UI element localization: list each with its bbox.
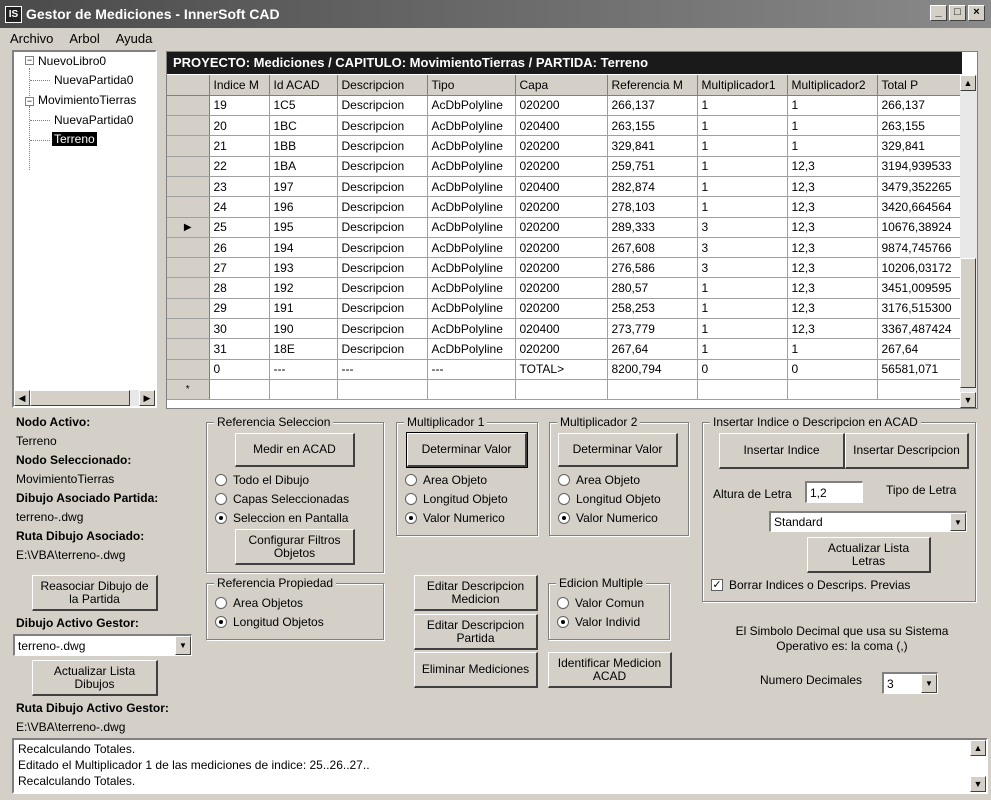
decimal-symbol-message: El Simbolo Decimal que usa su Sistema Operativo es: la coma (,) — [735, 624, 949, 653]
table-cell[interactable]: 19 — [209, 95, 269, 115]
table-cell[interactable]: 12,3 — [787, 278, 877, 298]
collapse-icon[interactable]: − — [26, 55, 33, 65]
radio-dot-selected — [215, 512, 227, 524]
table-cell[interactable] — [877, 379, 965, 399]
table-cell[interactable]: 1 — [787, 95, 877, 115]
radio-longitud-objeto-2[interactable]: Longitud Objeto — [558, 492, 661, 506]
table-cell[interactable]: 3176,515300 — [877, 298, 965, 318]
medir-en-acad-button[interactable]: Medir en ACAD — [235, 433, 355, 467]
col-header[interactable]: Multiplicador2 — [787, 75, 877, 95]
table-cell[interactable]: 1 — [787, 339, 877, 359]
row-header[interactable] — [167, 278, 209, 298]
table-cell[interactable]: 195 — [269, 217, 337, 237]
table-row[interactable] — [167, 156, 965, 176]
scroll-right-icon[interactable]: ▶ — [139, 390, 155, 406]
table-cell[interactable]: 9874,745766 — [877, 237, 965, 257]
radio-area-objetos[interactable]: Area Objetos — [215, 596, 303, 610]
table-cell[interactable]: 12,3 — [787, 197, 877, 217]
identificar-medicion-acad-button[interactable]: Identificar Medicion ACAD — [548, 652, 672, 688]
table-row[interactable] — [167, 217, 965, 237]
table-cell[interactable]: 3 — [697, 258, 787, 278]
radio-dot — [405, 493, 417, 505]
row-header[interactable] — [167, 136, 209, 156]
actualizar-lista-dibujos-button[interactable]: Actualizar Lista Dibujos — [32, 660, 158, 696]
determinar-valor-1-button[interactable]: Determinar Valor — [407, 433, 527, 467]
radio-valor-numerico-1[interactable]: Valor Numerico — [405, 511, 505, 525]
table-cell[interactable]: 020200 — [515, 298, 607, 318]
table-cell[interactable]: 1 — [697, 95, 787, 115]
table-row[interactable] — [167, 237, 965, 257]
table-cell[interactable]: 020200 — [515, 197, 607, 217]
tree-node-nuevapartida0-a[interactable]: NuevaPartida0 — [54, 73, 134, 87]
new-row-marker[interactable]: * — [167, 379, 209, 399]
altura-letra-input[interactable]: 1,2 — [805, 481, 863, 503]
table-cell[interactable]: 192 — [269, 278, 337, 298]
table-cell[interactable]: 1 — [697, 176, 787, 196]
col-header[interactable]: Id ACAD — [269, 75, 337, 95]
table-cell[interactable]: 12,3 — [787, 298, 877, 318]
table-cell[interactable]: 56581,071 — [877, 359, 965, 379]
radio-capas-seleccionadas[interactable]: Capas Seleccionadas — [215, 492, 349, 506]
scroll-up-icon[interactable]: ▲ — [960, 75, 976, 91]
table-cell[interactable] — [787, 379, 877, 399]
row-header[interactable] — [167, 95, 209, 115]
table-cell[interactable]: 020200 — [515, 136, 607, 156]
table-cell[interactable]: 3479,352265 — [877, 176, 965, 196]
actualizar-lista-letras-button[interactable]: Actualizar Lista Letras — [807, 537, 931, 573]
scroll-up-icon[interactable]: ▲ — [970, 740, 986, 756]
table-cell[interactable]: 194 — [269, 237, 337, 257]
determinar-valor-2-button[interactable]: Determinar Valor — [558, 433, 678, 467]
col-header[interactable]: Indice M — [209, 75, 269, 95]
table-cell[interactable]: AcDbPolyline — [427, 116, 515, 136]
table-cell[interactable]: 25 — [209, 217, 269, 237]
dibujo-asociado-label: Dibujo Asociado Partida: — [16, 491, 159, 505]
tree-node-nuevapartida0-b[interactable]: NuevaPartida0 — [54, 113, 134, 127]
table-cell[interactable]: AcDbPolyline — [427, 197, 515, 217]
tipo-letra-value: Standard — [774, 515, 823, 529]
multiplicador-1-group — [396, 415, 538, 536]
table-cell[interactable]: AcDbPolyline — [427, 319, 515, 339]
radio-dot-selected — [215, 616, 227, 628]
row-header-corner — [167, 75, 209, 95]
table-cell[interactable]: Descripcion — [337, 278, 427, 298]
row-header[interactable] — [167, 197, 209, 217]
table-cell[interactable]: AcDbPolyline — [427, 95, 515, 115]
table-cell[interactable]: 329,841 — [607, 136, 697, 156]
radio-dot — [215, 493, 227, 505]
table-cell[interactable]: Descripcion — [337, 298, 427, 318]
table-cell[interactable]: Descripcion — [337, 237, 427, 257]
table-cell[interactable]: 278,103 — [607, 197, 697, 217]
tree-node-nuevolibro0[interactable]: NuevoLibro0 — [38, 54, 107, 68]
table-cell[interactable] — [269, 379, 337, 399]
radio-longitud-objeto-1[interactable]: Longitud Objeto — [405, 492, 508, 506]
ruta-dibujo-asociado-label: Ruta Dibujo Asociado: — [16, 529, 145, 543]
grid-header-row — [167, 75, 965, 95]
table-cell[interactable]: 1 — [697, 319, 787, 339]
table-cell[interactable]: AcDbPolyline — [427, 217, 515, 237]
numero-decimales-select[interactable] — [882, 672, 938, 694]
grid-caption: PROYECTO: Mediciones / CAPITULO: MovimientoTierras / PARTIDA: Terreno — [167, 52, 962, 74]
scroll-thumb[interactable] — [30, 390, 130, 406]
group-title: Multiplicador 2 — [557, 415, 640, 429]
log-line: Recalculando Totales. — [18, 774, 136, 788]
insertar-group — [702, 415, 976, 602]
radio-area-objeto-1[interactable]: Area Objeto — [405, 473, 487, 487]
table-cell[interactable]: 1 — [697, 278, 787, 298]
table-cell[interactable]: 193 — [269, 258, 337, 278]
table-cell[interactable]: 276,586 — [607, 258, 697, 278]
row-header[interactable] — [167, 116, 209, 136]
app-icon: IS — [5, 6, 22, 23]
table-cell[interactable]: 26 — [209, 237, 269, 257]
altura-letra-label: Altura de Letra — [713, 487, 792, 501]
table-cell[interactable]: 020200 — [515, 217, 607, 237]
table-row[interactable] — [167, 197, 965, 217]
nodo-seleccionado-label: Nodo Seleccionado: — [16, 453, 132, 467]
table-row[interactable] — [167, 339, 965, 359]
radio-dot — [405, 474, 417, 486]
row-header[interactable] — [167, 176, 209, 196]
table-cell[interactable]: 259,751 — [607, 156, 697, 176]
table-cell[interactable] — [337, 379, 427, 399]
table-cell[interactable]: 12,3 — [787, 156, 877, 176]
table-cell[interactable]: 24 — [209, 197, 269, 217]
table-cell[interactable]: 1 — [787, 116, 877, 136]
collapse-icon[interactable]: − — [26, 96, 33, 106]
table-cell[interactable]: 0 — [209, 359, 269, 379]
table-cell[interactable]: 8200,794 — [607, 359, 697, 379]
table-cell[interactable]: 266,137 — [877, 95, 965, 115]
group-title: Edicion Multiple — [556, 576, 646, 590]
table-cell[interactable]: 10206,03172 — [877, 258, 965, 278]
table-cell[interactable]: 22 — [209, 156, 269, 176]
tipo-letra-label: Tipo de Letra — [886, 483, 957, 497]
table-cell[interactable]: AcDbPolyline — [427, 339, 515, 359]
group-title: Multiplicador 1 — [404, 415, 487, 429]
table-cell[interactable]: 18E — [269, 339, 337, 359]
radio-todo-el-dibujo[interactable]: Todo el Dibujo — [215, 473, 309, 487]
radio-dot — [558, 493, 570, 505]
table-cell[interactable]: 266,137 — [607, 95, 697, 115]
checkbox-check-icon: ✓ — [712, 579, 722, 591]
table-cell[interactable]: 020400 — [515, 176, 607, 196]
radio-valor-numerico-2[interactable]: Valor Numerico — [558, 511, 658, 525]
menu-ayuda[interactable]: Ayuda — [115, 30, 153, 46]
table-cell[interactable]: 30 — [209, 319, 269, 339]
table-cell[interactable]: 21 — [209, 136, 269, 156]
row-header[interactable] — [167, 298, 209, 318]
table-row[interactable] — [167, 278, 965, 298]
table-cell[interactable] — [607, 379, 697, 399]
table-cell[interactable]: 3194,939533 — [877, 156, 965, 176]
table-cell[interactable]: AcDbPolyline — [427, 237, 515, 257]
col-header[interactable]: Tipo — [427, 75, 515, 95]
table-cell[interactable]: 196 — [269, 197, 337, 217]
dibujo-activo-select[interactable] — [13, 634, 192, 656]
table-cell[interactable]: Descripcion — [337, 258, 427, 278]
col-header[interactable]: Descripcion — [337, 75, 427, 95]
table-cell[interactable]: 3367,487424 — [877, 319, 965, 339]
table-cell[interactable]: 020200 — [515, 237, 607, 257]
radio-area-objeto-2[interactable]: Area Objeto — [558, 473, 640, 487]
radio-longitud-objetos[interactable]: Longitud Objetos — [215, 615, 324, 629]
table-cell[interactable]: 267,64 — [607, 339, 697, 359]
table-cell[interactable]: AcDbPolyline — [427, 136, 515, 156]
table-cell[interactable]: Descripcion — [337, 217, 427, 237]
table-cell[interactable]: AcDbPolyline — [427, 258, 515, 278]
table-cell[interactable] — [209, 379, 269, 399]
table-cell[interactable]: 282,874 — [607, 176, 697, 196]
table-cell[interactable]: 0 — [697, 359, 787, 379]
editar-descripcion-medicion-button[interactable]: Editar Descripcion Medicion — [414, 575, 538, 611]
col-header[interactable]: Total P — [877, 75, 965, 95]
table-cell[interactable]: 289,333 — [607, 217, 697, 237]
group-title: Referencia Propiedad — [214, 576, 336, 590]
col-header[interactable]: Capa — [515, 75, 607, 95]
dibujo-activo-label: Dibujo Activo Gestor: — [16, 616, 139, 630]
title-bar — [0, 0, 991, 28]
dibujo-asociado-value: terreno-.dwg — [16, 510, 84, 524]
table-cell[interactable]: --- — [337, 359, 427, 379]
table-cell[interactable]: Descripcion — [337, 197, 427, 217]
table-row[interactable] — [167, 116, 965, 136]
table-row[interactable] — [167, 319, 965, 339]
radio-seleccion-en-pantalla[interactable]: Seleccion en Pantalla — [215, 511, 348, 525]
insertar-descripcion-button[interactable]: Insertar Descripcion — [845, 433, 969, 469]
row-header[interactable] — [167, 237, 209, 257]
radio-valor-individ[interactable]: Valor Individ — [557, 615, 640, 629]
table-cell[interactable]: 020200 — [515, 339, 607, 359]
table-cell[interactable] — [515, 379, 607, 399]
tree-node-movimientotierras[interactable]: MovimientoTierras — [38, 93, 137, 107]
table-row[interactable] — [167, 136, 965, 156]
log-line: Recalculando Totales. — [18, 742, 136, 756]
grid-vertical-scrollbar[interactable] — [960, 75, 977, 408]
table-cell[interactable]: 31 — [209, 339, 269, 359]
row-header[interactable] — [167, 359, 209, 379]
table-cell[interactable]: Descripcion — [337, 156, 427, 176]
table-cell[interactable]: 20 — [209, 116, 269, 136]
table-cell[interactable]: 10676,38924 — [877, 217, 965, 237]
scroll-thumb[interactable] — [960, 258, 976, 388]
maximize-button[interactable]: □ — [949, 5, 966, 21]
multiplicador-2-group — [549, 415, 689, 536]
eliminar-mediciones-button[interactable]: Eliminar Mediciones — [414, 652, 538, 688]
new-row[interactable] — [167, 379, 965, 399]
table-row[interactable] — [167, 258, 965, 278]
table-cell[interactable]: 020200 — [515, 278, 607, 298]
minimize-button[interactable]: _ — [930, 5, 947, 21]
radio-dot — [557, 597, 569, 609]
group-title: Insertar Indice o Descripcion en ACAD — [710, 415, 921, 429]
nodo-activo-label: Nodo Activo: — [16, 415, 91, 429]
table-cell[interactable]: AcDbPolyline — [427, 156, 515, 176]
col-header[interactable]: Referencia M — [607, 75, 697, 95]
dropdown-arrow-icon[interactable]: ▼ — [950, 513, 966, 531]
radio-valor-comun[interactable]: Valor Comun — [557, 596, 644, 610]
scroll-down-icon[interactable]: ▼ — [970, 776, 986, 792]
table-row[interactable] — [167, 298, 965, 318]
table-cell[interactable]: Descripcion — [337, 176, 427, 196]
table-cell[interactable]: --- — [427, 359, 515, 379]
dibujo-activo-value: terreno-.dwg — [18, 638, 86, 653]
table-cell[interactable]: 1BC — [269, 116, 337, 136]
table-cell[interactable]: 1BB — [269, 136, 337, 156]
configurar-filtros-button[interactable]: Configurar Filtros Objetos — [235, 529, 355, 565]
table-cell[interactable]: AcDbPolyline — [427, 298, 515, 318]
table-cell[interactable]: AcDbPolyline — [427, 176, 515, 196]
table-cell[interactable]: 29 — [209, 298, 269, 318]
table-cell[interactable]: 1 — [697, 339, 787, 359]
table-cell[interactable]: AcDbPolyline — [427, 278, 515, 298]
table-cell[interactable]: 23 — [209, 176, 269, 196]
referencia-seleccion-group — [206, 415, 384, 573]
table-cell[interactable]: 258,253 — [607, 298, 697, 318]
row-header[interactable]: ▶ — [167, 217, 209, 237]
row-header[interactable] — [167, 156, 209, 176]
table-cell[interactable]: 27 — [209, 258, 269, 278]
table-cell[interactable]: 263,155 — [607, 116, 697, 136]
insertar-indice-button[interactable]: Insertar Indice — [719, 433, 845, 469]
table-cell[interactable]: 1 — [697, 298, 787, 318]
table-cell[interactable]: Descripcion — [337, 339, 427, 359]
tipo-letra-select[interactable] — [769, 511, 967, 532]
table-cell[interactable] — [697, 379, 787, 399]
table-cell[interactable]: 28 — [209, 278, 269, 298]
table-cell[interactable]: 020200 — [515, 95, 607, 115]
radio-dot — [215, 474, 227, 486]
dropdown-arrow-icon[interactable]: ▼ — [175, 636, 191, 655]
table-cell[interactable]: 12,3 — [787, 217, 877, 237]
radio-dot — [215, 597, 227, 609]
table-cell[interactable]: 267,64 — [877, 339, 965, 359]
table-cell[interactable]: TOTAL> — [515, 359, 607, 379]
reasociar-dibujo-button[interactable]: Reasociar Dibujo de la Partida — [32, 575, 158, 611]
table-cell[interactable]: --- — [269, 359, 337, 379]
table-cell[interactable]: 273,779 — [607, 319, 697, 339]
table-cell[interactable]: 191 — [269, 298, 337, 318]
table-cell[interactable]: 12,3 — [787, 237, 877, 257]
scroll-down-icon[interactable]: ▼ — [960, 392, 976, 408]
table-cell[interactable]: 020400 — [515, 319, 607, 339]
ruta-dibujo-activo-label: Ruta Dibujo Activo Gestor: — [16, 701, 169, 715]
row-header[interactable] — [167, 339, 209, 359]
table-cell[interactable]: 0 — [787, 359, 877, 379]
log-line: Editado el Multiplicador 1 de las mediciones de indice: 25..26..27.. — [18, 758, 370, 772]
tree-horizontal-scrollbar[interactable] — [14, 390, 155, 406]
table-cell[interactable]: Descripcion — [337, 136, 427, 156]
table-cell[interactable]: 12,3 — [787, 319, 877, 339]
table-cell[interactable]: 3420,664564 — [877, 197, 965, 217]
table-row[interactable] — [167, 176, 965, 196]
status-log[interactable] — [12, 738, 988, 794]
radio-dot-selected — [557, 616, 569, 628]
table-cell[interactable]: 1BA — [269, 156, 337, 176]
group-title: Referencia Seleccion — [214, 415, 333, 429]
ruta-dibujo-activo-value: E:\VBA\terreno-.dwg — [16, 720, 126, 734]
tree-node-terreno[interactable]: Terreno — [54, 132, 95, 146]
table-cell[interactable]: 329,841 — [877, 136, 965, 156]
edicion-multiple-group — [548, 576, 670, 640]
ruta-dibujo-asociado-value: E:\VBA\terreno-.dwg — [16, 548, 126, 562]
table-cell[interactable]: Descripcion — [337, 95, 427, 115]
table-cell[interactable]: 020200 — [515, 258, 607, 278]
table-cell[interactable]: Descripcion — [337, 116, 427, 136]
table-cell[interactable]: 1 — [787, 136, 877, 156]
table-cell[interactable]: 12,3 — [787, 176, 877, 196]
table-cell[interactable]: 3 — [697, 217, 787, 237]
tree-view[interactable] — [12, 50, 157, 408]
table-cell[interactable]: 3451,009595 — [877, 278, 965, 298]
radio-dot-selected — [405, 512, 417, 524]
table-cell[interactable]: 280,57 — [607, 278, 697, 298]
row-header[interactable] — [167, 319, 209, 339]
scroll-left-icon[interactable]: ◀ — [14, 390, 30, 406]
menu-arbol[interactable]: Arbol — [69, 30, 100, 46]
table-cell[interactable] — [427, 379, 515, 399]
menu-archivo[interactable]: Archivo — [10, 30, 54, 46]
table-cell[interactable]: 020200 — [515, 156, 607, 176]
table-cell[interactable]: Descripcion — [337, 319, 427, 339]
table-cell[interactable]: 1 — [697, 136, 787, 156]
borrar-previas-checkbox[interactable]: ✓ Borrar Indices o Descrips. Previas — [712, 578, 911, 592]
referencia-propiedad-group — [206, 576, 384, 640]
table-cell[interactable]: 1 — [697, 156, 787, 176]
table-cell[interactable]: 12,3 — [787, 258, 877, 278]
row-header[interactable] — [167, 258, 209, 278]
table-cell[interactable]: 267,608 — [607, 237, 697, 257]
table-cell[interactable]: 190 — [269, 319, 337, 339]
table-row[interactable] — [167, 95, 965, 115]
table-cell[interactable]: 020400 — [515, 116, 607, 136]
numero-decimales-label: Numero Decimales — [760, 673, 863, 687]
nodo-seleccionado-value: MovimientoTierras — [16, 472, 115, 486]
measurements-grid[interactable] — [166, 51, 978, 409]
radio-dot-selected — [558, 512, 570, 524]
nodo-activo-value: Terreno — [16, 434, 57, 448]
table-cell[interactable]: 1 — [697, 116, 787, 136]
table-cell[interactable]: 1C5 — [269, 95, 337, 115]
window-title: Gestor de Mediciones - InnerSoft CAD — [26, 6, 280, 22]
radio-dot — [558, 474, 570, 486]
menu-bar — [0, 28, 991, 48]
numero-decimales-value: 3 — [887, 676, 894, 691]
col-header[interactable]: Multiplicador1 — [697, 75, 787, 95]
table-cell[interactable]: 263,155 — [877, 116, 965, 136]
close-button[interactable]: × — [968, 5, 985, 21]
grid-table[interactable] — [167, 75, 966, 400]
table-row[interactable] — [167, 359, 965, 379]
editar-descripcion-partida-button[interactable]: Editar Descripcion Partida — [414, 614, 538, 650]
table-cell[interactable]: 1 — [697, 197, 787, 217]
table-cell[interactable]: 3 — [697, 237, 787, 257]
dropdown-arrow-icon[interactable]: ▼ — [921, 674, 937, 693]
table-cell[interactable]: 197 — [269, 176, 337, 196]
